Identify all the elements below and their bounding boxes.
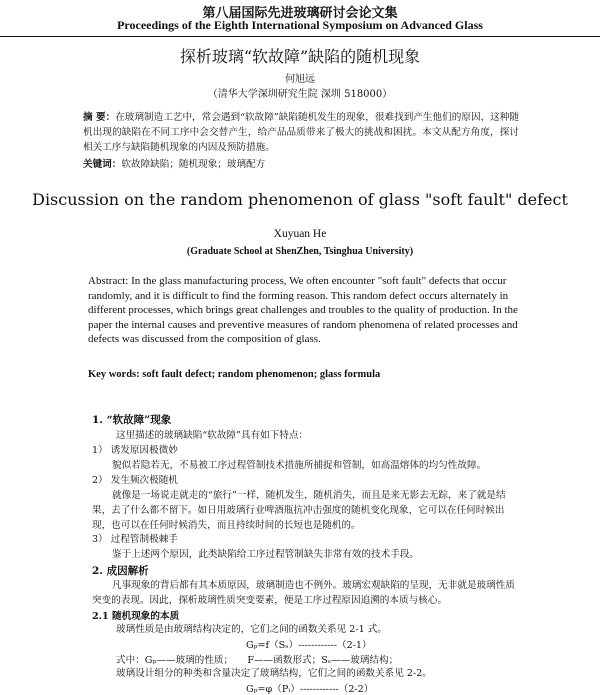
- keywords-cn-text: 软故障缺陷；随机现象；玻璃配方: [121, 159, 266, 170]
- abstract-cn-label: 摘 要：: [83, 112, 116, 123]
- item-1-label: 1） 诱发原因极微妙: [92, 445, 178, 456]
- item-3-label: 3） 过程管制极棘手: [92, 534, 178, 545]
- section-1-item-2: [92, 473, 520, 533]
- section-1-heading: 1. “软故障”现象: [92, 414, 172, 426]
- abstract-en: Abstract: In the glass manufacturing process, We often encounter "soft fault" defects that occur randomly, and it is difficult to find the forming reason. This random defect occurs alternately in different processes, which brings great challenges and troubles to the quality of production. In the paper the internal causes and preventive measures of random phenomena of related processes and defects was discussed from the composition of glass.: [88, 275, 518, 345]
- equation-2-1: Gₚ=f（Sₛ）------------（2-1）: [246, 640, 372, 651]
- section-1-item-3: [92, 532, 520, 562]
- keywords-cn-label: 关键词：: [83, 159, 122, 170]
- item-2-text: 就像是一场说走就走的“旅行”一样，随机发生，随机消失，而且是来无影去无踪，来了就是结果，去了什么都不留下。如日用玻璃行业啤酒瓶抗冲击强度的随机变化现象，它可以在任何时候出现，也可以在任何时候消失，而且持续时间的长短也是随机的。: [92, 490, 506, 531]
- section-2-1-text: 玻璃性质是由玻璃结构决定的，它们之间的函数关系见 2-1 式。: [116, 624, 387, 635]
- item-1-text: 貌似若隐若无，不易被工序过程管制技术措施所捕捉和管制，如高温熔体的均匀性故障。: [112, 460, 487, 471]
- section-2-text: 凡事现象的背后都有其本质原因，玻璃制造也不例外。玻璃宏观缺陷的呈现，无非就是玻璃性质突变的表现。因此，探析玻璃性质突变要素，便是工序过程原因追溯的本质与核心。: [92, 580, 515, 606]
- keywords-cn: [83, 156, 519, 170]
- section-1-intro: 这里描述的玻璃缺陷“软故障”具有如下特点：: [116, 430, 309, 441]
- paper-title-en: Discussion on the random phenomenon of glass "soft fault" defect: [32, 190, 568, 209]
- item-3-text: 鉴于上述两个原因，此类缺陷给工序过程管制缺失非常有效的技术手段。: [112, 549, 419, 560]
- affiliation-cn: （清华大学深圳研究生院 深圳 518000）: [207, 89, 393, 100]
- affiliation-en: (Graduate School at ShenZhen, Tsinghua University): [186, 246, 414, 257]
- abstract-cn: [83, 110, 519, 155]
- section-2-1-text-2: 玻璃设计组分的种类和含量决定了玻璃结构，它们之间的函数关系见 2-2。: [116, 668, 432, 679]
- section-2-1-heading: 2.1 随机现象的本质: [92, 611, 180, 622]
- proceedings-title-cn: 第八届国际先进玻璃研讨会论文集: [202, 6, 398, 21]
- equation-2-2: Gₚ=φ（Pᵢ）------------（2-2）: [246, 684, 374, 695]
- author-cn: 何旭远: [285, 74, 315, 85]
- proceedings-title-en: Proceedings of the Eighth International Symposium on Advanced Glass: [117, 18, 483, 32]
- section-1-item-1: [92, 443, 520, 473]
- section-2-heading: 2. 成因解析: [92, 565, 149, 577]
- item-2-label: 2） 发生频次极随机: [92, 475, 178, 486]
- abstract-cn-text: 在玻璃制造工艺中，常会遇到“软故障”缺陷随机发生的现象，很难找到产生他们的原因，这种随机出现的缺陷在不同工序中会交替产生，给产品品质带来了极大的挑战和困扰。本文从配方角度，探讨相关工序与缺陷随机现象的内因及预防措施。: [83, 112, 519, 153]
- equation-2-1-note: 式中：Gₚ——玻璃的性质； F——函数形式；Sₛ——玻璃结构；: [116, 655, 399, 666]
- author-en: Xuyuan He: [273, 228, 327, 240]
- keywords-en: Key words: soft fault defect; random phenomenon; glass formula: [88, 369, 381, 380]
- header-rule: [0, 36, 600, 37]
- paper-title-cn: 探析玻璃“软故障”缺陷的随机现象: [179, 47, 421, 66]
